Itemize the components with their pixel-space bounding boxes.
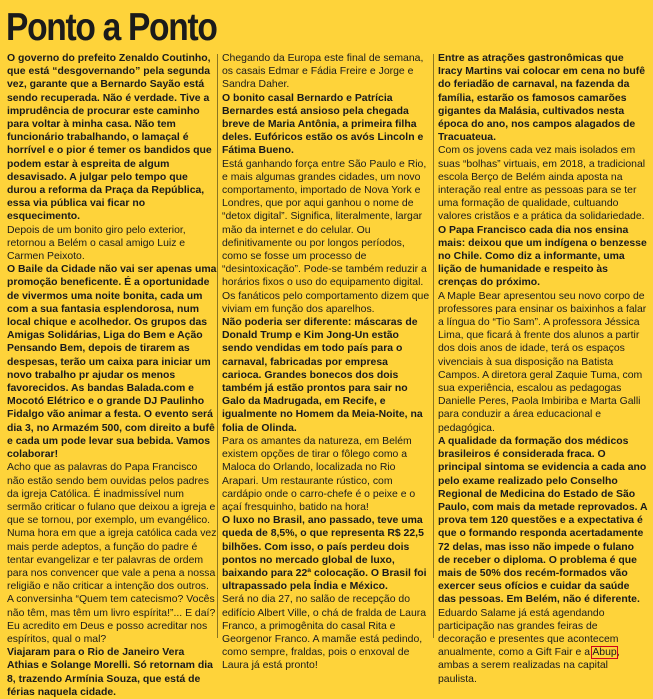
column-divider	[433, 54, 434, 638]
text-column-1	[7, 52, 217, 699]
note-paragraph: Entre as atrações gastronômicas que Iracy Martins vai colocar em cena no bufê do feriadão de carnaval, na fazenda da família, estarão os famosos camarões gigantes da Malásia, cultivados nesta época do ano, nos campos alagados de Tracuateua.	[438, 53, 646, 144]
note-paragraph: Acho que as palavras do Papa Francisco não estão sendo bem ouvidas pelos padres da igreja Católica. É inadmissível num sermão criticar o fulano que deixou a igreja e que se tornou, por exemplo, um evangélico. Numa hora em que a igreja católica cada vez mais perde adeptos, a função do padre é tentar evangelizar e ter palavras de ordem para nos convencer que vale a pena a nossa religião e não criticar a intenção dos outros. A conversinha “Quem tem catecismo? Vocês não têm, mas têm um livro espírita!”... E daí? Eu acredito em Deus e posso acreditar nos espíritos, qual o mal?	[7, 462, 217, 645]
note-text: Eduardo Salame já está agendando participação nas grandes feiras de decoração e presentes que acontecem anualmente, como a Gift Fair e a	[438, 607, 619, 659]
note-paragraph: Para os amantes da natureza, em Belém existem opções de tirar o fôlego como a Maloca do Orlando, localizada no Rio Arapari. Um restaurante rústico, com cardápio onde o carro-chefe é o peixe e o açaí fresquinho, batido na hora!	[222, 435, 416, 513]
highlighted-word: Abup	[592, 647, 617, 659]
column-title: Ponto a Ponto	[6, 6, 217, 49]
note-paragraph: A qualidade da formação dos médicos brasileiros é considerada fraca. O principal sintoma se evidencia a cada ano pelo exame realizado pelo Conselho Regional de Medicina do Estado de São Paulo, com mais da metade reprovados. A prova tem 120 questões e a expectativa é que o formando responda acertadamente 72 delas, mas isso não impede o fulano de receber o diploma. O problema é que mais de 50% dos recém-formados vão exercer seus ofícios e cuidar da saúde das pessoas. Em Belém, não é diferente.	[438, 435, 648, 606]
note-paragraph: O Baile da Cidade não vai ser apenas uma promoção beneficente. É a oportunidade de vivermos uma noite bonita, cada um com a sua fantasia esplendorosa, num local chique e acolhedor. Os grupos das Amigas Solidárias, Liga do Bem e Ação Pensando Bem, depois de tirarem as despesas, terão um caixa para iniciar um novo trabalho pr ajudar os menos favorecidos. As bandas Balada.com e Mocotó Elétrico e o grande DJ Paulinho Fidalgo vão animar a festa. O evento será dia 3, no Armazém 500, com direito a bufê e cada um pode levar sua bebida. Vamos colaborar!	[7, 264, 217, 461]
note-paragraph: Depois de um bonito giro pelo exterior, retornou a Belém o casal amigo Luiz e Carmen Peixoto.	[7, 224, 186, 263]
note-paragraph: Viajaram para o Rio de Janeiro Vera Athias e Solange Morelli. Só retornam dia 8, trazendo Armínia Souza, que está de férias naquela cidade.	[7, 647, 213, 698]
note-paragraph: Será no dia 27, no salão de recepção do edifício Albert Ville, o chá de fralda de Laura Franco, a primogênita do casal Rita e Georgenor Franco. A mamãe está pedindo, como sempre, fraldas, pois o enxoval de Laura já está pronto!	[222, 594, 427, 672]
text-column-3	[438, 52, 648, 686]
note-paragraph: O Papa Francisco cada dia nos ensina mais: deixou que um indígena o benzesse no Chile. Como diz a informante, uma lição de humanidade e respeito às crenças do próximo.	[438, 224, 647, 289]
column-divider	[217, 54, 218, 638]
note-paragraph: Está ganhando força entre São Paulo e Rio, e mais algumas grandes cidades, um novo comportamento, importado de Nova York e Londres, que por aqui ganhou o nome de “detox digital”. Significa, literalmente, largar mão da internet e do celular. Ou definitivamente ou por longos períodos, como se fosse um processo de “desintoxicação”. Pode-se também reduzir a horários fixos o uso do equipamento digital. Os fanáticos pelo comportamento dizem que viviam em função dos aparelhos.	[222, 158, 430, 315]
note-paragraph: Com os jovens cada vez mais isolados em suas “bolhas” virtuais, em 2018, a tradicional escola Berço de Belém ainda aposta na interação real entre as pessoas para se ter uma formação de qualidade, cultuando valores cristãos e a prática da solidariedade.	[438, 145, 646, 223]
note-paragraph: A Maple Bear apresentou seu novo corpo de professores para ensinar os baixinhos a falar a língua do “Tio Sam”. A professora Jéssica Lima, que ficará à frente dos alunos a partir dos dois anos de idade, terá os espaços vivenciais à sua disposição na Batista Campos. A diretora geral Zaquie Tuma, com sua experiência, escalou as pedagogas Danielle Peres, Paola Imbiriba e Marta Galli para conduzir a área educacional e pedagógica.	[438, 290, 647, 434]
note-paragraph	[438, 607, 648, 686]
note-paragraph: O governo do prefeito Zenaldo Coutinho, que está “desgovernando” pela segunda vez, garante que a Bernardo Sayão está sendo recuperada. Não é verdade. Tive a imprudência de procurar este caminho para voltar à minha casa. Não tem funcionário trabalhando, o lamaçal é horrível e o pior é temer os bandidos que podem estar à espreita de algum desavisado. A julgar pelo tempo que durou a reforma da Praça da República, essa via pública vai ficar no esquecimento.	[7, 53, 212, 223]
note-text: , ambas a serem realizadas na capital paulista.	[438, 647, 620, 685]
text-column-2	[222, 52, 430, 673]
note-paragraph: Não poderia ser diferente: máscaras de Donald Trump e Kim Jong-Un estão sendo vendidas em todo país para o carnaval, fabricadas por empresa carioca. Grandes bonecos dos dois também já estão prontos para sair no Galo da Madrugada, em Recife, e igualmente no Homem da Meia-Noite, na folia de Olinda.	[222, 317, 423, 434]
note-paragraph: O bonito casal Bernardo e Patrícia Bernardes está ansioso pela chegada breve de Maria Antônia, a primeira filha deles. Eufóricos estão os avós Lincoln e Fátima Bueno.	[222, 92, 424, 157]
note-paragraph: O luxo no Brasil, ano passado, teve uma queda de 8,5%, o que representa R$ 22,5 bilhões. Com isso, o país perdeu dois pontos no mercado global de luxo, baixando para 22ª colocação. O Brasil foi ultrapassado pela Índia e México.	[222, 515, 427, 593]
note-paragraph: Chegando da Europa este final de semana, os casais Edmar e Fádia Freire e Jorge e Sandra Daher.	[222, 53, 424, 91]
